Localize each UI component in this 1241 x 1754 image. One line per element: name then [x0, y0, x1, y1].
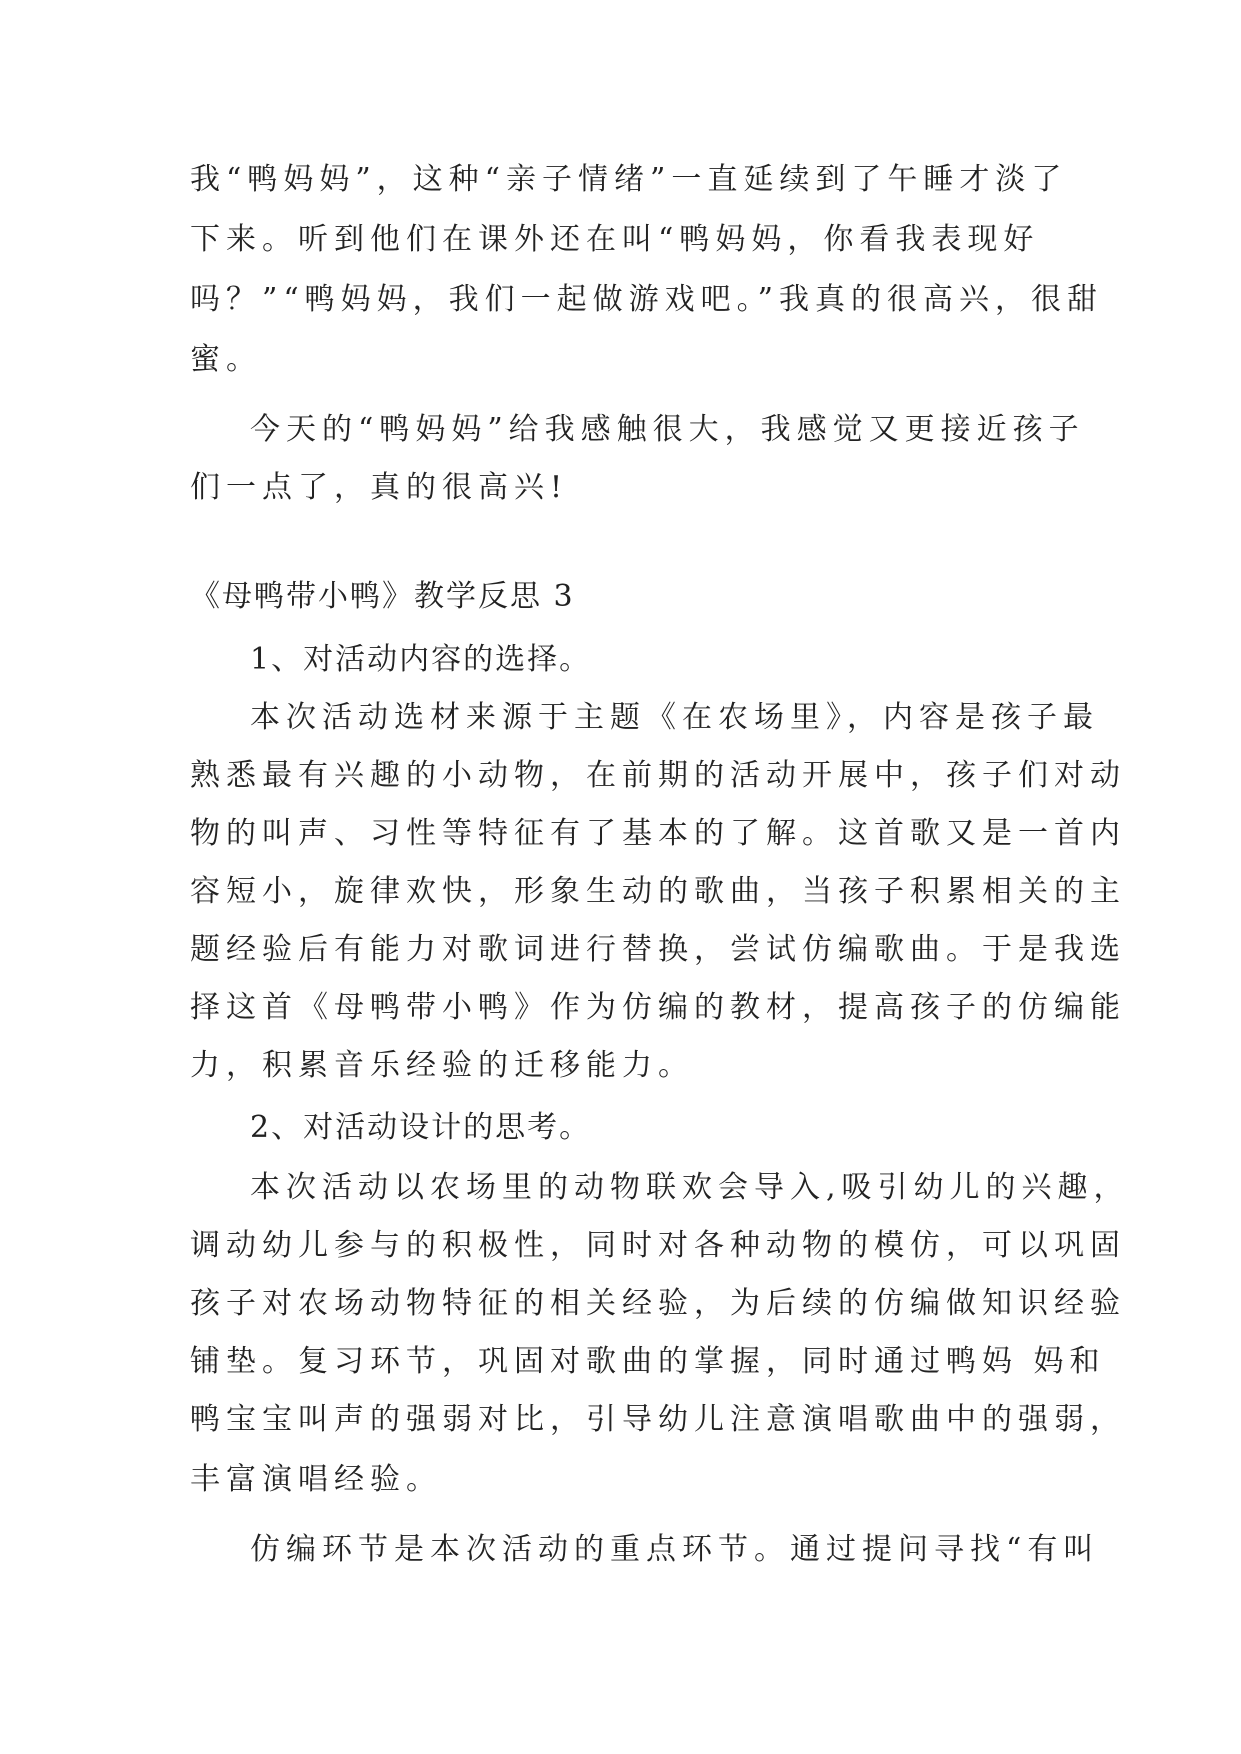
body-text-line: 容短小，旋律欢快，形象生动的歌曲，当孩子积累相关的主	[190, 874, 1126, 909]
body-text-line: 本次活动选材来源于主题《在农场里》，内容是孩子最	[250, 700, 1099, 735]
body-text-line: 力，积累音乐经验的迁移能力。	[190, 1048, 694, 1083]
body-text-line: 鸭宝宝叫声的强弱对比，引导幼儿注意演唱歌曲中的强弱，	[190, 1402, 1126, 1437]
body-text-line: 调动幼儿参与的积极性，同时对各种动物的模仿，可以巩固	[190, 1228, 1126, 1263]
body-text-line: 本次活动以农场里的动物联欢会导入,吸引幼儿的兴趣，	[250, 1170, 1130, 1205]
body-text-line: 仿编环节是本次活动的重点环节。通过提问寻找“有叫	[250, 1532, 1100, 1567]
body-text-line: 孩子对农场动物特征的相关经验，为后续的仿编做知识经验	[190, 1286, 1126, 1321]
subheading: 1、对活动内容的选择。	[250, 642, 592, 677]
body-text-line: 熟悉最有兴趣的小动物，在前期的活动开展中，孩子们对动	[190, 758, 1126, 793]
body-text-line: 蜜。	[190, 342, 262, 377]
body-text-line: 择这首《母鸭带小鸭》作为仿编的教材，提高孩子的仿编能	[190, 990, 1126, 1025]
body-text-line: 今天的“鸭妈妈”给我感触很大，我感觉又更接近孩子	[250, 412, 1085, 447]
body-text-line: 下来。听到他们在课外还在叫“鸭妈妈，你看我表现好	[190, 222, 1040, 257]
subheading: 2、对活动设计的思考。	[250, 1110, 592, 1145]
body-text-line: 题经验后有能力对歌词进行替换，尝试仿编歌曲。于是我选	[190, 932, 1126, 967]
body-text-line: 铺垫。复习环节，巩固对歌曲的掌握，同时通过鸭妈 妈和	[190, 1344, 1106, 1379]
body-text-line: 物的叫声、习性等特征有了基本的了解。这首歌又是一首内	[190, 816, 1126, 851]
body-text-line: 们一点了，真的很高兴!	[190, 470, 569, 505]
body-text-line: 丰富演唱经验。	[190, 1462, 442, 1497]
section-heading: 《母鸭带小鸭》教学反思 3	[190, 579, 575, 614]
body-text-line: 吗？”“鸭妈妈，我们一起做游戏吧。”我真的很高兴，很甜	[190, 282, 1104, 317]
body-text-line: 我“鸭妈妈”，这种“亲子情绪”一直延续到了午睡才淡了	[190, 162, 1068, 197]
